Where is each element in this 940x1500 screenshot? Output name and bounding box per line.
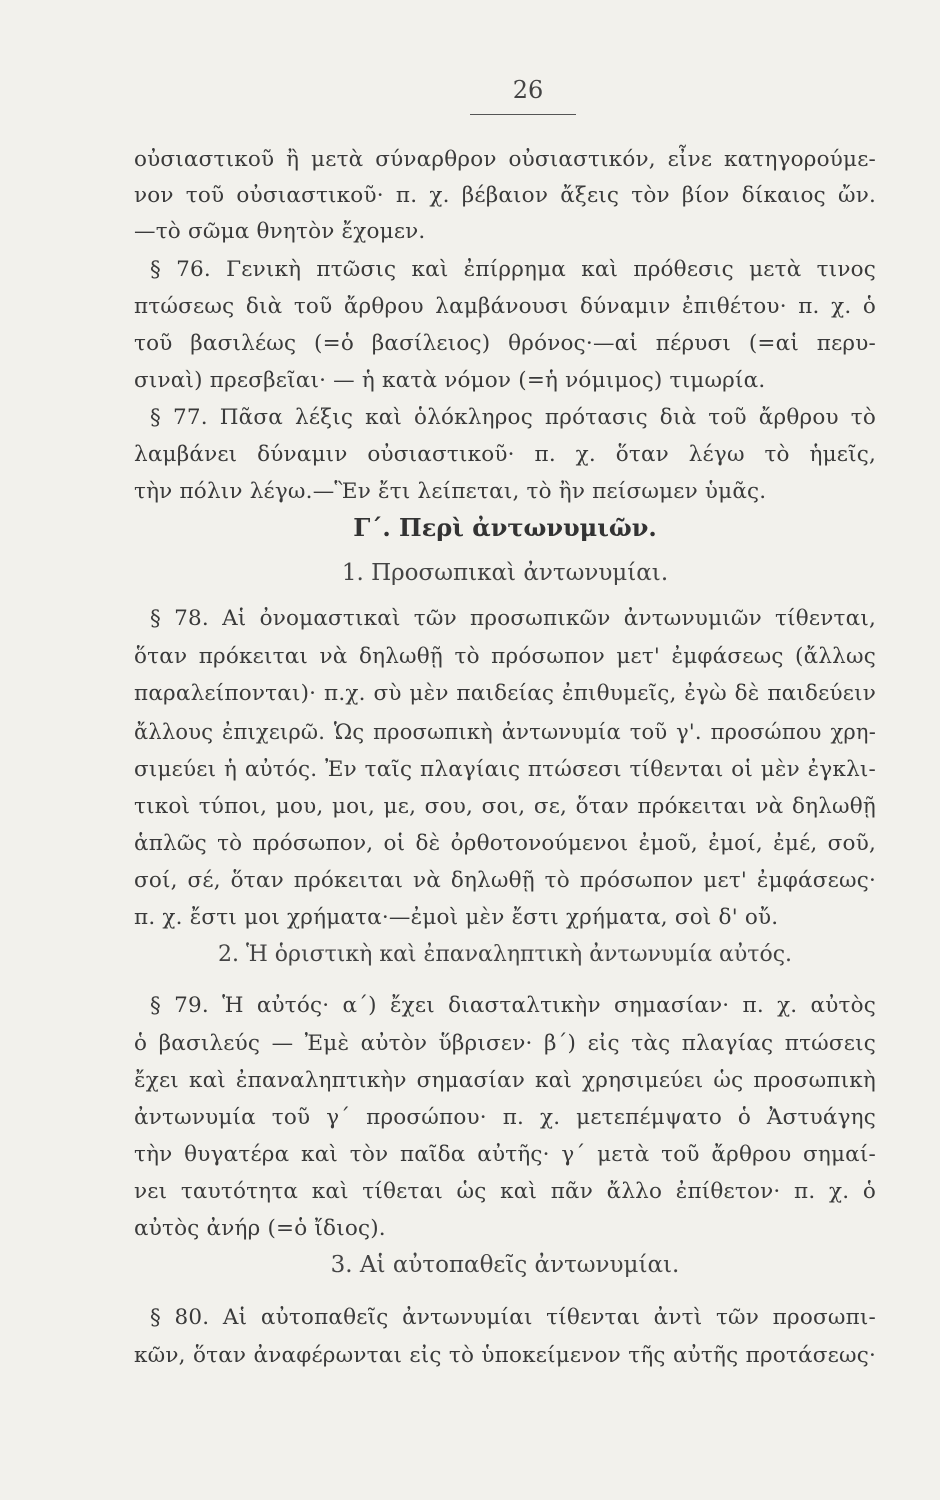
subsection-heading: 2. Ἡ ὁριστικὴ καὶ ἐπαναληπτικὴ ἀντωνυμία αὐτός. — [217, 942, 793, 967]
text-line: § 76. Γενικὴ πτῶσις καὶ ἐπίρρημα καὶ πρόθεσις μετὰ τινος — [150, 257, 876, 282]
text-line: ὅταν πρόκειται νὰ δηλωθῇ τὸ πρόσωπον μετ' ἐμφάσεως (ἄλλως — [134, 644, 876, 669]
text-line: τὴν πόλιν λέγω.—Ἓν ἔτι λείπεται, τὸ ἢν πείσωμεν ὑμᾶς. — [134, 479, 767, 504]
text-line: αὐτὸς ἀνήρ (=ὁ ἴδιος). — [134, 1216, 386, 1241]
header-rule — [470, 114, 576, 115]
subsection-heading: 1. Προσωπικαὶ ἀντωνυμίαι. — [341, 560, 669, 586]
text-line: πτώσεως διὰ τοῦ ἄρθρου λαμβάνουσι δύναμιν ἐπιθέτου· π. χ. ὁ — [134, 294, 876, 319]
text-line: τὴν θυγατέρα καὶ τὸν παῖδα αὐτῆς· γ΄ μετὰ τοῦ ἄρθρου σημαί- — [134, 1142, 876, 1167]
text-line: σοί, σέ, ὅταν πρόκειται νὰ δηλωθῇ τὸ πρόσωπον μετ' ἐμφάσεως· — [134, 868, 876, 893]
text-line: λαμβάνει δύναμιν οὐσιαστικοῦ· π. χ. ὅταν λέγω τὸ ἡμεῖς, — [134, 442, 876, 467]
text-line: νον τοῦ οὐσιαστικοῦ· π. χ. βέβαιον ἄξεις τὸν βίον δίκαιος ὤν. — [134, 183, 876, 208]
text-line: ὁ βασιλεύς — Ἐμὲ αὐτὸν ὕβρισεν· β΄) εἰς τὰς πλαγίας πτώσεις — [134, 1031, 876, 1056]
text-line: π. χ. ἔστι μοι χρήματα·—ἐμοὶ μὲν ἔστι χρήματα, σοὶ δ' οὔ. — [134, 905, 779, 930]
text-line: σιναὶ) πρεσβεῖαι· — ἡ κατὰ νόμον (=ἡ νόμιμος) τιμωρία. — [134, 368, 766, 393]
text-line: ἁπλῶς τὸ πρόσωπον, οἱ δὲ ὀρθοτονούμενοι ἐμοῦ, ἐμοί, ἐμέ, σοῦ, — [134, 831, 876, 856]
text-line: § 77. Πᾶσα λέξις καὶ ὁλόκληρος πρότασις διὰ τοῦ ἄρθρου τὸ — [150, 405, 876, 430]
page-number: 26 — [512, 76, 544, 104]
text-line: οὐσιαστικοῦ ἢ μετὰ σύναρθρον οὐσιαστικόν, εἶνε κατηγορούμε- — [134, 147, 876, 172]
text-line: κῶν, ὅταν ἀναφέρωνται εἰς τὸ ὑποκείμενον τῆς αὐτῆς προτάσεως· — [134, 1343, 876, 1368]
text-line: τοῦ βασιλέως (=ὁ βασίλειος) θρόνος·—αἱ πέρυσι (=αἱ περυ- — [134, 331, 876, 356]
text-line: ἄλλους ἐπιχειρῶ. Ὡς προσωπικὴ ἀντωνυμία τοῦ γ'. προσώπου χρη- — [134, 720, 876, 744]
text-line: ἀντωνυμία τοῦ γ΄ προσώπου· π. χ. μετεπέμψατο ὁ Ἀστυάγης — [134, 1105, 876, 1130]
text-line: παραλείπονται)· π.χ. σὺ μὲν παιδείας ἐπιθυμεῖς, ἐγὼ δὲ παιδεύειν — [134, 681, 876, 706]
text-line: § 78. Αἱ ὀνομαστικαὶ τῶν προσωπικῶν ἀντωνυμιῶν τίθενται, — [150, 606, 876, 631]
subsection-heading: 3. Αἱ αὐτοπαθεῖς ἀντωνυμίαι. — [330, 1252, 680, 1278]
text-line: νει ταυτότητα καὶ τίθεται ὡς καὶ πᾶν ἄλλο ἐπίθετον· π. χ. ὁ — [134, 1179, 876, 1204]
text-line: —τὸ σῶμα θνητὸν ἔχομεν. — [134, 219, 426, 244]
text-line: τικοὶ τύποι, μου, μοι, με, σου, σοι, σε, ὅταν πρόκειται νὰ δηλωθῇ — [134, 794, 876, 819]
text-line: σιμεύει ἡ αὐτός. Ἐν ταῖς πλαγίαις πτώσεσι τίθενται οἱ μὲν ἐγκλι- — [134, 757, 876, 782]
text-line: ἔχει καὶ ἐπαναληπτικὴν σημασίαν καὶ χρησιμεύει ὡς προσωπικὴ — [134, 1068, 876, 1093]
section-heading: Γ΄. Περὶ ἀντωνυμιῶν. — [353, 513, 657, 542]
text-line: § 79. Ἡ αὐτός· α΄) ἔχει διασταλτικὴν σημασίαν· π. χ. αὐτὸς — [150, 993, 876, 1018]
text-line: § 80. Αἱ αὐτοπαθεῖς ἀντωνυμίαι τίθενται ἀντὶ τῶν προσωπι- — [150, 1305, 876, 1330]
